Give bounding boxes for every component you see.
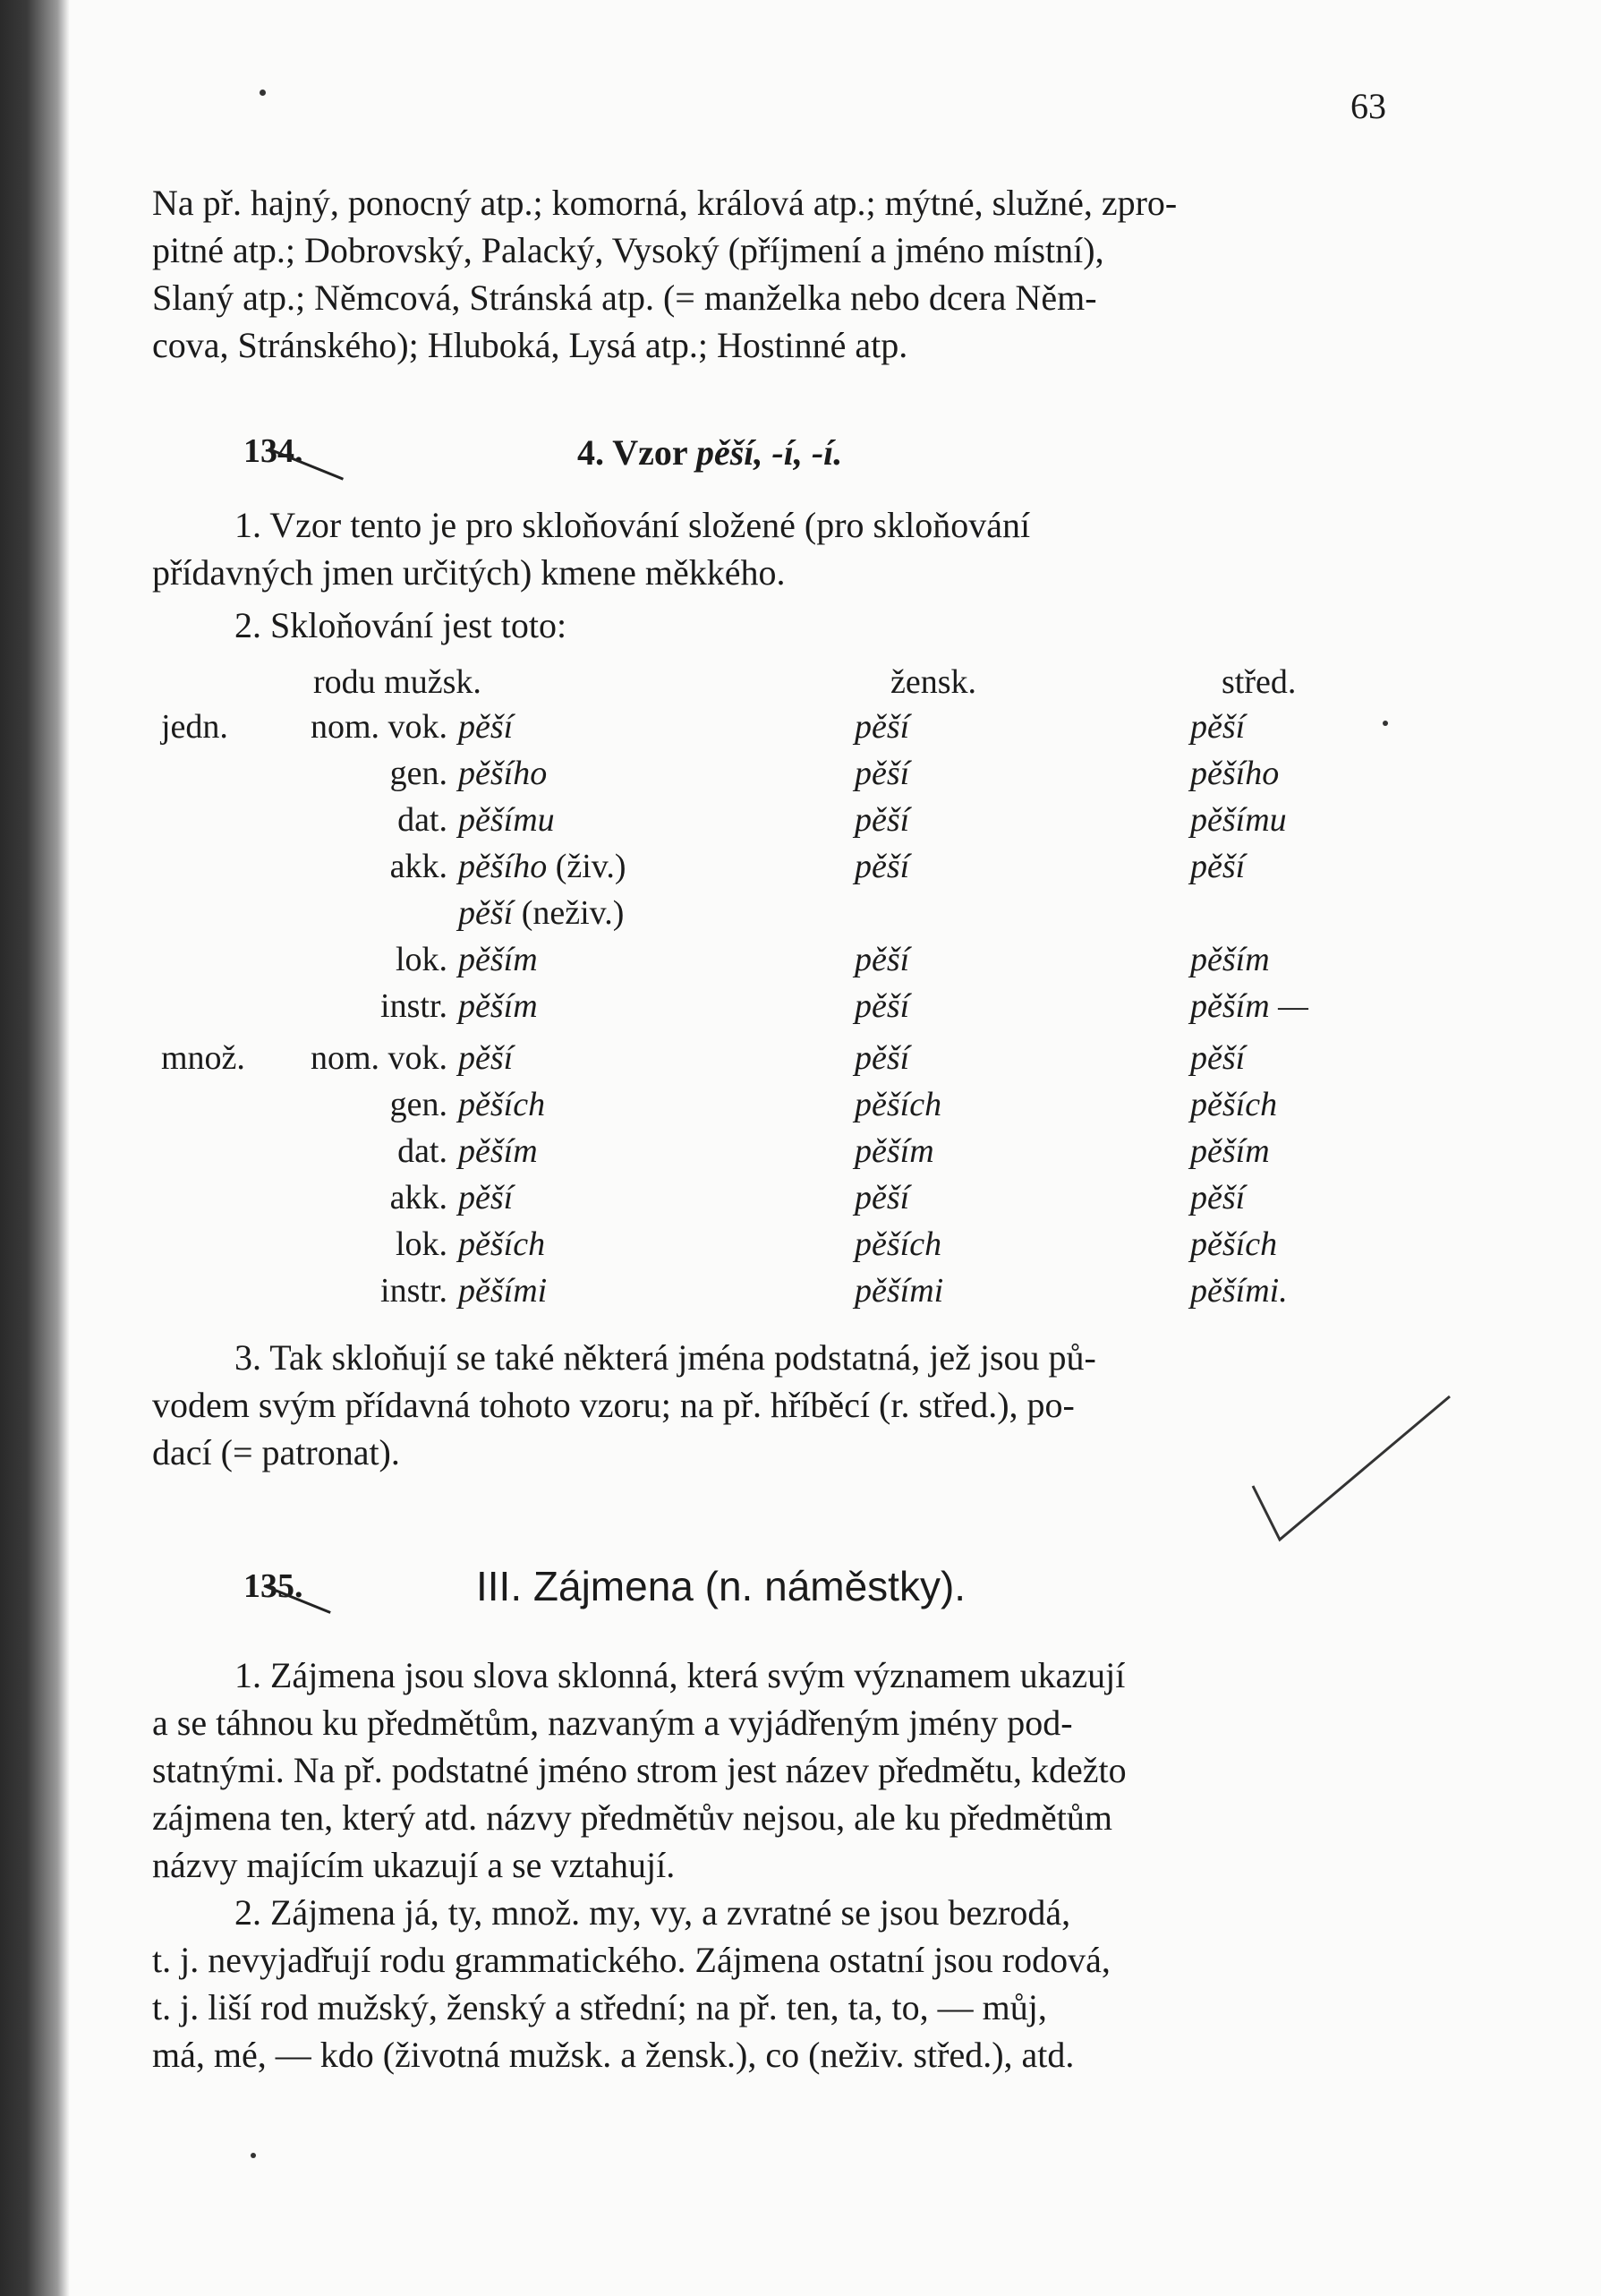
ink-speck: [260, 90, 266, 96]
table-cell-neuter: pěší: [1190, 1179, 1246, 1216]
table-number-label: jedn.: [161, 708, 228, 746]
table-case-label: akk.: [389, 848, 447, 885]
heading-pattern: pěší, -í, -í.: [695, 432, 843, 473]
table-cell-form: pěší: [458, 708, 514, 746]
section-135-point-1: [152, 1652, 1387, 1889]
table-cell-masculine: [458, 1271, 547, 1310]
table-cell-note: (neživ.): [513, 894, 625, 932]
table-cell-masculine: [458, 1131, 538, 1171]
section-134-heading: [577, 431, 842, 474]
text-line: 3. Tak skloňují se také některá jména podstatná, jež jsou pů-: [234, 1337, 1096, 1378]
table-cell-feminine: pěšími: [855, 1272, 944, 1310]
intro-paragraph: [152, 179, 1387, 369]
table-cell-form: pěší: [458, 1179, 514, 1216]
text-line: cova, Stránského); Hluboká, Lysá atp.; Hostinné atp.: [152, 325, 908, 365]
table-cell-form: pěších: [458, 1225, 546, 1263]
table-cell-neuter: pěšímu: [1190, 801, 1287, 839]
text-line: 1. Zájmena jsou slova sklonná, která svým významem ukazují: [234, 1655, 1126, 1695]
table-cell-form: pěším: [458, 1132, 538, 1170]
section-135-title: III. Zájmena (n. náměstky).: [476, 1563, 967, 1609]
table-case-label: gen.: [389, 1086, 447, 1123]
table-header-1: žensk.: [890, 663, 977, 701]
table-cell-form: pěších: [458, 1086, 546, 1123]
table-case-label: nom. vok.: [310, 1039, 447, 1077]
table-cell-feminine: pěší: [855, 848, 910, 885]
ink-speck: [251, 2153, 256, 2158]
text-line: dací (= patronat).: [152, 1432, 400, 1472]
text-line: statnými. Na př. podstatné jméno strom jest název předmětu, kdežto: [152, 1750, 1127, 1790]
table-cell-form: pěšími: [458, 1272, 548, 1310]
table-cell-neuter: pěším: [1190, 1132, 1270, 1170]
text-line: 2. Zájmena já, ty, množ. my, vy, a zvratné se jsou bezrodá,: [234, 1892, 1071, 1933]
section-134-point-3: [152, 1334, 1387, 1476]
table-cell-masculine: [458, 893, 624, 933]
checkmark-icon: [1235, 1378, 1468, 1558]
table-case-label: instr.: [380, 987, 447, 1025]
page-number: 63: [1350, 86, 1386, 126]
table-cell-form: pěší: [458, 894, 514, 932]
table-cell-neuter: pěší: [1190, 708, 1246, 746]
text-line: vodem svým přídavná tohoto vzoru; na př. hříběcí (r. střed.), po-: [152, 1385, 1075, 1425]
table-cell-feminine: pěší: [855, 755, 910, 792]
section-135-point-2: [152, 1889, 1387, 2078]
table-cell-feminine: pěším: [855, 1132, 934, 1170]
table-cell-masculine: [458, 707, 513, 747]
text-line: Na př. hajný, ponocný atp.; komorná, králová atp.; mýtné, služné, zpro-: [152, 183, 1178, 223]
table-case-label: dat.: [397, 801, 447, 839]
table-case-label: nom. vok.: [310, 708, 447, 746]
text-line: t. j. nevyjadřují rodu grammatického. Zájmena ostatní jsou rodová,: [152, 1940, 1111, 1980]
table-cell-neuter: pěších: [1190, 1086, 1278, 1123]
table-cell-neuter: pěším —: [1190, 987, 1308, 1025]
table-cell-masculine: [458, 940, 538, 979]
table-cell-masculine: [458, 1178, 513, 1217]
table-cell-masculine: [458, 754, 547, 793]
table-cell-form: pěšímu: [458, 801, 555, 839]
table-cell-feminine: pěší: [855, 987, 910, 1025]
text-line: 1. Vzor tento je pro skloňování složené (pro skloňování: [234, 505, 1031, 545]
table-cell-neuter: pěší: [1190, 848, 1246, 885]
table-cell-form: pěšího: [458, 755, 548, 792]
text-line: přídavných jmen určitých) kmene měkkého.: [152, 552, 786, 593]
table-cell-feminine: pěší: [855, 1179, 910, 1216]
table-cell-masculine: [458, 1225, 545, 1264]
table-cell-neuter: pěším: [1190, 941, 1270, 978]
text-line: a se táhnou ku předmětům, nazvaným a vyjádřeným jmény pod-: [152, 1703, 1073, 1743]
table-case-label: dat.: [397, 1132, 447, 1170]
section-134-point-2: [234, 602, 1469, 649]
table-case-label: lok.: [395, 1225, 447, 1263]
table-case-label: akk.: [389, 1179, 447, 1216]
table-case-label: lok.: [395, 941, 447, 978]
text-line: zájmena ten, který atd. názvy předmětův nejsou, ale ku předmětům: [152, 1797, 1112, 1838]
table-cell-neuter: pěšími.: [1190, 1272, 1288, 1310]
table-cell-masculine: [458, 847, 626, 886]
text-line: názvy majícím ukazují a se vztahují.: [152, 1845, 676, 1885]
table-cell-feminine: pěší: [855, 1039, 910, 1077]
text-line: pitné atp.; Dobrovský, Palacký, Vysoký (příjmení a jméno místní),: [152, 230, 1104, 270]
ink-speck: [1383, 721, 1388, 726]
table-case-label: gen.: [389, 755, 447, 792]
table-cell-masculine: [458, 1038, 513, 1078]
table-cell-masculine: [458, 800, 555, 840]
table-cell-neuter: pěších: [1190, 1225, 1278, 1263]
table-cell-neuter: pěšího: [1190, 755, 1280, 792]
section-134-number: 134.: [243, 432, 303, 470]
table-cell-form: pěším: [458, 941, 538, 978]
table-cell-feminine: pěších: [855, 1086, 942, 1123]
section-134-point-1: [152, 501, 1387, 596]
table-cell-masculine: [458, 986, 538, 1026]
table-cell-feminine: pěší: [855, 941, 910, 978]
text-line: 2. Skloňování jest toto:: [234, 605, 567, 645]
table-cell-form: pěšího: [458, 848, 548, 885]
table-header-2: střed.: [1222, 663, 1297, 701]
table-cell-form: pěší: [458, 1039, 514, 1077]
table-header-0: rodu mužsk.: [313, 663, 481, 701]
table-cell-neuter: pěší: [1190, 1039, 1246, 1077]
table-cell-form: pěším: [458, 987, 538, 1025]
text-line: Slaný atp.; Němcová, Stránská atp. (= manželka nebo dcera Něm-: [152, 277, 1097, 318]
section-135-number: 135.: [243, 1567, 303, 1605]
table-cell-feminine: pěší: [855, 801, 910, 839]
table-number-label: množ.: [161, 1039, 245, 1077]
heading-prefix: 4. Vzor: [577, 432, 687, 473]
table-case-label: instr.: [380, 1272, 447, 1310]
text-line: t. j. liší rod mužský, ženský a střední; na př. ten, ta, to, — můj,: [152, 1987, 1047, 2027]
text-line: má, mé, — kdo (životná mužsk. a žensk.), co (neživ. střed.), atd.: [152, 2035, 1075, 2075]
table-cell-feminine: pěší: [855, 708, 910, 746]
table-cell-feminine: pěších: [855, 1225, 942, 1263]
table-cell-masculine: [458, 1085, 545, 1124]
page-edge: [0, 0, 70, 2296]
table-cell-note: (živ.): [547, 848, 626, 885]
